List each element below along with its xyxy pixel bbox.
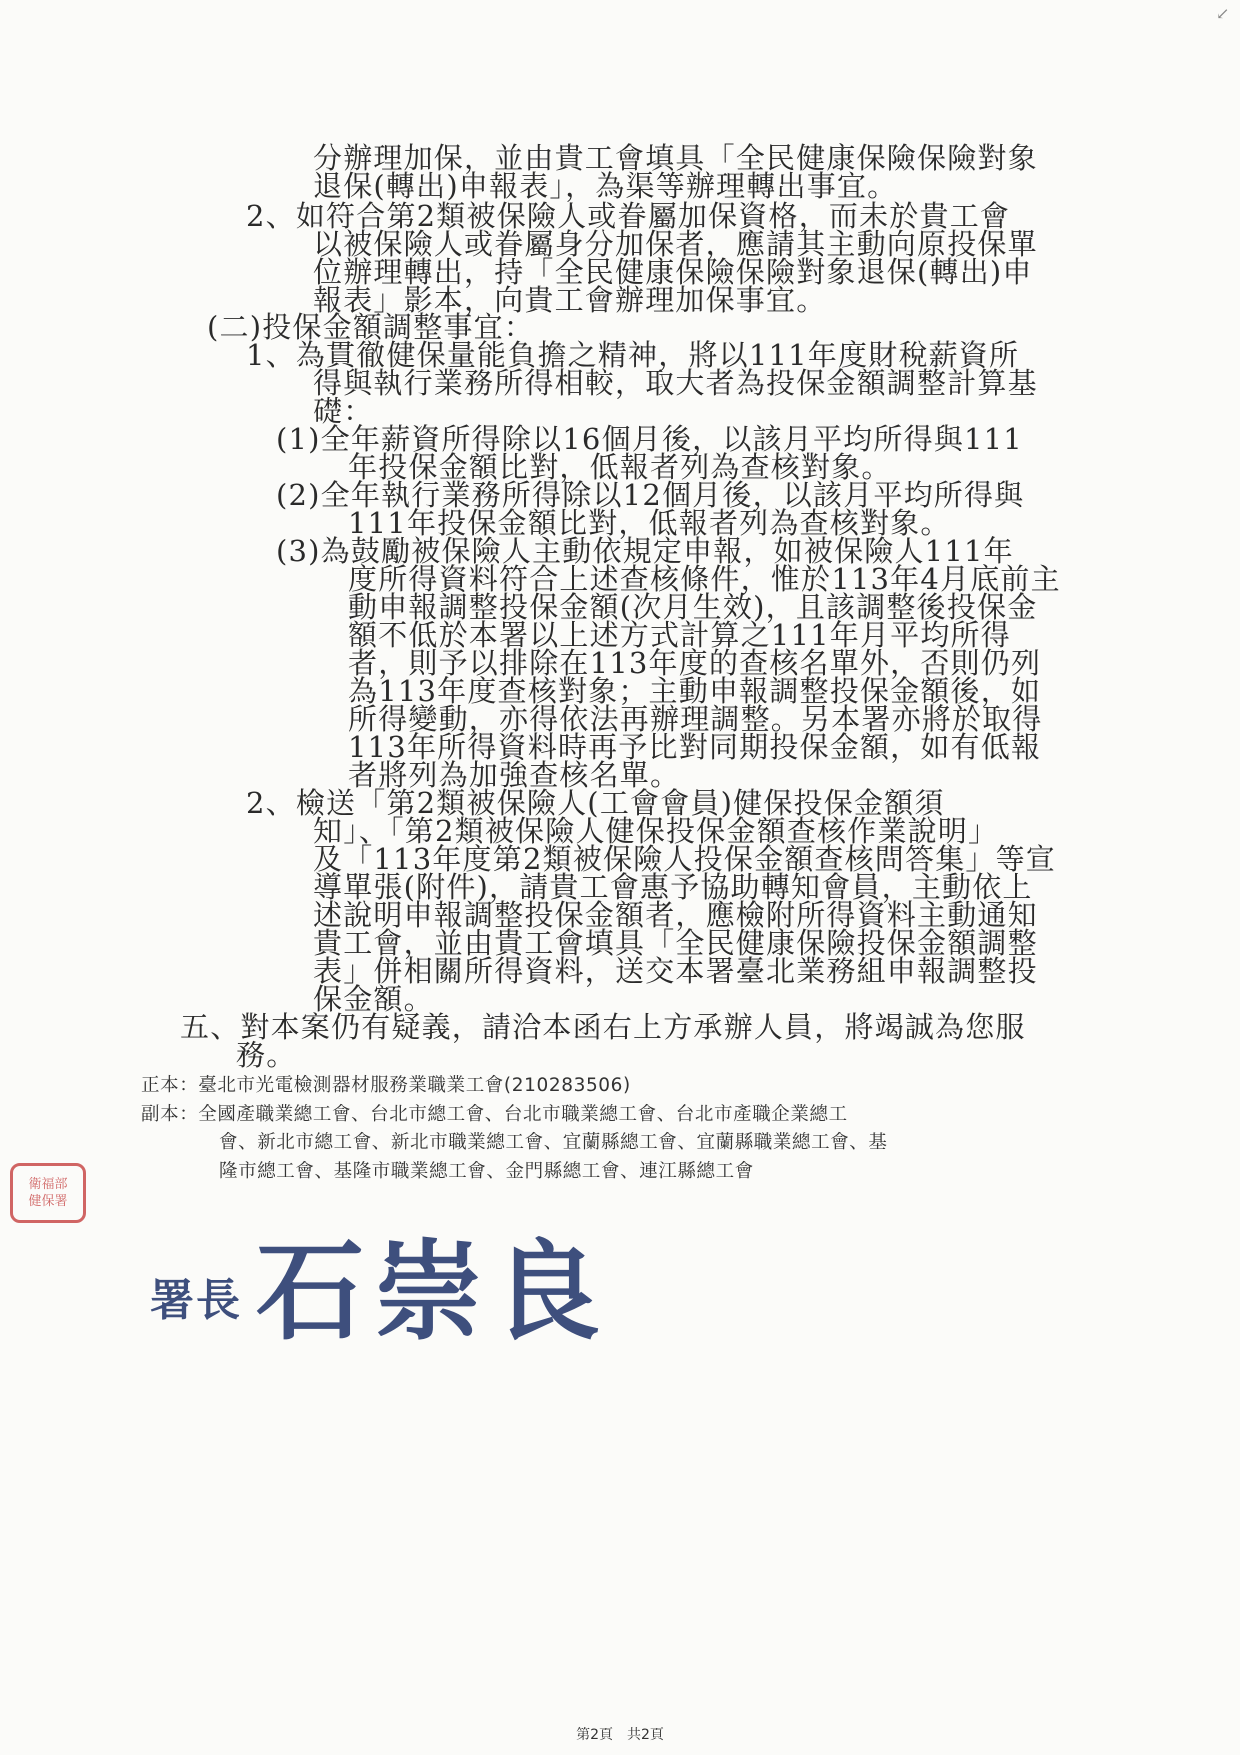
original-recipient: 正本：臺北市光電檢測器材服務業職業工會(210283506)	[141, 1075, 631, 1096]
body-line: 者，則予以排除在113年度的查核名單外，否則仍列	[348, 646, 1042, 680]
body-line: 保金額。	[313, 982, 434, 1016]
official-seal: 衛福部 健保署	[10, 1163, 86, 1223]
body-line: 位辦理轉出，持「全民健康保險保險對象退保(轉出)申	[313, 255, 1033, 289]
body-line: 知」、「第2類被保險人健保投保金額查核作業說明」	[313, 814, 999, 848]
signature-block	[150, 1205, 610, 1360]
body-line: 得與執行業務所得相較，取大者為投保金額調整計算基	[313, 366, 1038, 400]
body-line: (1)全年薪資所得除以16個月後，以該月平均所得與111	[276, 422, 1023, 456]
body-line: 年投保金額比對，低報者列為查核對象。	[348, 450, 892, 484]
body-line: 額不低於本署以上述方式計算之111年月平均所得	[348, 618, 1011, 652]
copy-recipients-line: 會、新北市總工會、新北市職業總工會、宜蘭縣總工會、宜蘭縣職業總工會、基	[219, 1132, 888, 1153]
body-line: 表」併相關所得資料，送交本署臺北業務組申報調整投	[313, 954, 1038, 988]
body-line: 導單張(附件)，請貴工會惠予協助轉知會員，主動依上	[313, 870, 1033, 904]
body-line: 及「113年度第2類被保險人投保金額查核問答集」等宣	[313, 842, 1057, 876]
body-line: 退保(轉出)申報表」，為渠等辦理轉出事宜。	[313, 169, 898, 203]
body-line: 111年投保金額比對，低報者列為查核對象。	[348, 506, 951, 540]
body-line: 1、為貫徹健保量能負擔之精神，將以111年度財稅薪資所	[246, 338, 1020, 372]
body-line: 者將列為加強查核名單。	[348, 758, 681, 792]
closing-paragraph: 務。	[236, 1038, 297, 1072]
copy-recipients-line: 副本：全國產職業總工會、台北市總工會、台北市職業總工會、台北市產職企業總工	[141, 1104, 848, 1125]
body-line: 2、檢送「第2類被保險人(工會會員)健保投保金額須	[246, 786, 945, 820]
body-line: 以被保險人或眷屬身分加保者，應請其主動向原投保單	[313, 227, 1038, 261]
section-heading: (二)投保金額調整事宜：	[207, 310, 535, 344]
body-line: 所得變動，亦得依法再辦理調整。另本署亦將於取得	[348, 702, 1043, 736]
body-line: 分辦理加保，並由貴工會填具「全民健康保險保險對象	[313, 141, 1038, 175]
closing-paragraph: 五、對本案仍有疑義，請洽本函右上方承辦人員，將竭誠為您服	[180, 1010, 1026, 1044]
body-line: 2、如符合第2類被保險人或眷屬加保資格，而未於貴工會	[246, 199, 1011, 233]
body-line: (2)全年執行業務所得除以12個月後，以該月平均所得與	[276, 478, 1025, 512]
signer-title: 署長	[150, 1275, 242, 1326]
body-line: (3)為鼓勵被保險人主動依規定申報，如被保險人111年	[276, 534, 1014, 568]
body-line: 述說明申報調整投保金額者，應檢附所得資料主動通知	[313, 898, 1038, 932]
scan-mark: ↙	[1216, 4, 1230, 23]
copy-recipients-line: 隆市總工會、基隆市職業總工會、金門縣總工會、連江縣總工會	[219, 1161, 754, 1182]
page-number: 第2頁 共2頁	[576, 1727, 664, 1743]
body-line: 貴工會，並由貴工會填具「全民健康保險投保金額調整	[313, 926, 1038, 960]
body-line: 度所得資料符合上述查核條件，惟於113年4月底前主	[348, 562, 1061, 596]
body-line: 報表」影本，向貴工會辦理加保事宜。	[313, 283, 827, 317]
body-line: 動申報調整投保金額(次月生效)，且該調整後投保金	[348, 590, 1038, 624]
body-line: 113年所得資料時再予比對同期投保金額，如有低報	[348, 730, 1042, 764]
body-line: 礎：	[313, 394, 374, 428]
signer-name: 石崇良	[256, 1229, 611, 1355]
body-line: 為113年度查核對象；主動申報調整投保金額後，如	[348, 674, 1042, 708]
